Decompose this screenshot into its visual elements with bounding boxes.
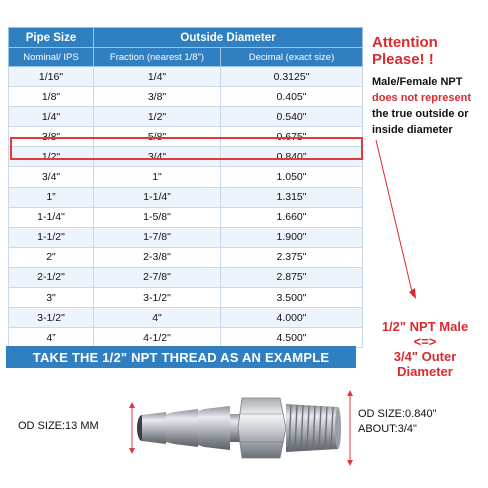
threaded-section: [286, 404, 341, 452]
table-row: [9, 247, 363, 267]
hex-nut: [238, 398, 286, 458]
result-line3: 3/4" Outer: [393, 349, 457, 364]
cell-nominal: 1/4": [9, 107, 94, 127]
table-row: [9, 328, 363, 348]
cell-nominal: 3-1/2": [9, 308, 94, 328]
cell-nominal: 1”: [9, 187, 94, 207]
attention-note: [372, 74, 484, 138]
cell-decimal: 1.050": [221, 167, 363, 187]
cell-fraction: 1": [94, 167, 221, 187]
cell-decimal: 1.900": [221, 227, 363, 247]
cell-fraction: 4-1/2": [94, 328, 221, 348]
cell-nominal: 1/2": [9, 147, 94, 167]
cell-decimal: 2.375": [221, 247, 363, 267]
cell-decimal: 3.500": [221, 288, 363, 308]
header-fraction: Fraction (nearest 1/8"): [94, 48, 221, 67]
table-body: [9, 67, 363, 348]
cell-nominal: 4”: [9, 328, 94, 348]
attention-title-line1: Attention: [372, 34, 438, 51]
result-line4: Diameter: [397, 364, 453, 379]
table-row: [9, 267, 363, 287]
table-row: [9, 227, 363, 247]
table-row: [9, 207, 363, 227]
cell-nominal: 1-1/4": [9, 207, 94, 227]
pipe-size-table: [8, 27, 363, 348]
cell-decimal: 4.000": [221, 308, 363, 328]
cell-nominal: 2-1/2": [9, 267, 94, 287]
cell-nominal: 3": [9, 288, 94, 308]
attention-title: [372, 34, 482, 68]
cell-decimal: 0.3125": [221, 67, 363, 87]
cell-fraction: 1/4": [94, 67, 221, 87]
cell-fraction: 4": [94, 308, 221, 328]
header-nominal: Nominal/ IPS: [9, 48, 94, 67]
table-row: [9, 107, 363, 127]
note-line2: does not represent: [372, 92, 472, 104]
cell-decimal: 0.405": [221, 87, 363, 107]
cell-fraction: 1-5/8": [94, 207, 221, 227]
left-dimension-arrow: [129, 402, 135, 454]
note-line3: the true outside or: [372, 108, 469, 120]
example-result: [366, 319, 484, 379]
cell-fraction: 5/8": [94, 127, 221, 147]
note-line4: inside diameter: [372, 124, 453, 136]
cell-decimal: 1.660": [221, 207, 363, 227]
result-line1: 1/2" NPT Male: [381, 319, 469, 334]
cell-fraction: 1/2": [94, 107, 221, 127]
arrow-line: [376, 140, 413, 296]
cell-fraction: 1-7/8": [94, 227, 221, 247]
cell-nominal: 1-1/2": [9, 227, 94, 247]
cell-decimal: 1.315": [221, 187, 363, 207]
attention-title-line2: Please! !: [372, 51, 434, 68]
table-row: [9, 308, 363, 328]
table-row: [9, 87, 363, 107]
cell-decimal: 4.500": [221, 328, 363, 348]
cell-nominal: 3/8": [9, 127, 94, 147]
table-row: [9, 67, 363, 87]
table-row: [9, 147, 363, 167]
header-outside-diameter: Outside Diameter: [94, 28, 363, 48]
cell-nominal: 3/4": [9, 167, 94, 187]
table-row: [9, 167, 363, 187]
table-row: [9, 187, 363, 207]
example-banner: TAKE THE 1/2" NPT THREAD AS AN EXAMPLE: [6, 346, 356, 368]
result-line2: <=>: [413, 334, 437, 349]
cell-decimal: 0.840”: [221, 147, 363, 167]
arrow-head-icon: [409, 288, 416, 299]
hose-barb-fitting-image: [120, 378, 360, 482]
cell-fraction: 3/8": [94, 87, 221, 107]
header-decimal: Decimal (exact size): [221, 48, 363, 67]
cell-decimal: 0.540": [221, 107, 363, 127]
header-pipe-size: Pipe Size: [9, 28, 94, 48]
cell-decimal: 0.675": [221, 127, 363, 147]
cell-nominal: 2": [9, 247, 94, 267]
od-size-left-label: OD SIZE:13 MM: [18, 420, 99, 432]
cell-fraction: 3-1/2": [94, 288, 221, 308]
cell-fraction: 1-1/4”: [94, 187, 221, 207]
od-right-line1: OD SIZE:0.840": [358, 408, 437, 420]
od-right-line2: ABOUT:3/4": [358, 423, 417, 435]
cell-nominal: 1/8": [9, 87, 94, 107]
cell-decimal: 2.875": [221, 267, 363, 287]
table-row: [9, 288, 363, 308]
cell-fraction: 3/4": [94, 147, 221, 167]
od-size-right-label: [358, 407, 437, 437]
cell-nominal: 1/16": [9, 67, 94, 87]
barb-section: [137, 406, 242, 450]
right-dimension-arrow: [347, 390, 353, 466]
cell-fraction: 2-3/8": [94, 247, 221, 267]
table-row: [9, 127, 363, 147]
note-line1: Male/Female NPT: [372, 76, 463, 88]
cell-fraction: 2-7/8": [94, 267, 221, 287]
